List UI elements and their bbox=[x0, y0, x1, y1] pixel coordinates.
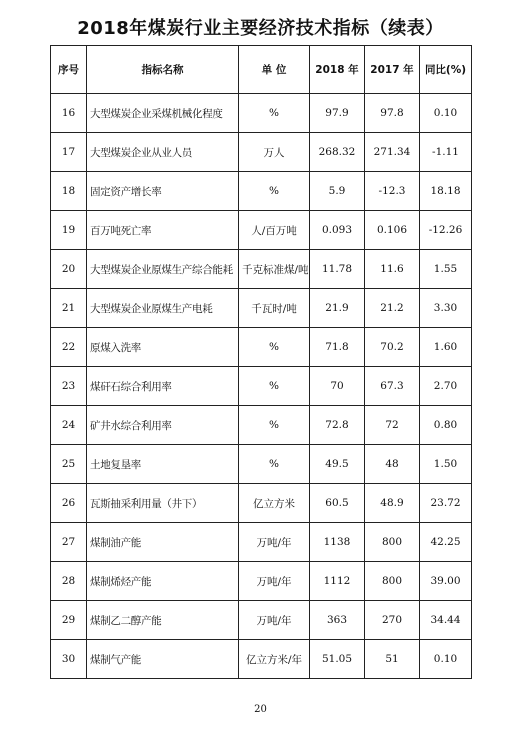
cell-2017: 70.2 bbox=[365, 328, 420, 367]
cell-serial: 19 bbox=[51, 211, 87, 250]
cell-serial: 18 bbox=[51, 172, 87, 211]
cell-serial: 16 bbox=[51, 94, 87, 133]
cell-unit: 亿立方米 bbox=[239, 484, 310, 523]
header-unit: 单 位 bbox=[239, 46, 310, 94]
cell-2017: 11.6 bbox=[365, 250, 420, 289]
table-row bbox=[51, 601, 472, 640]
cell-yoy: 23.72 bbox=[420, 484, 472, 523]
header-yoy: 同比(%) bbox=[420, 46, 472, 94]
cell-2017: 51 bbox=[365, 640, 420, 679]
table-row bbox=[51, 523, 472, 562]
cell-indicator-name: 瓦斯抽采利用量（井下） bbox=[87, 484, 239, 523]
cell-2018: 72.8 bbox=[310, 406, 365, 445]
cell-2018: 60.5 bbox=[310, 484, 365, 523]
cell-unit: % bbox=[239, 94, 310, 133]
header-2018: 2018 年 bbox=[310, 46, 365, 94]
table-row bbox=[51, 484, 472, 523]
cell-yoy: 39.00 bbox=[420, 562, 472, 601]
table-row bbox=[51, 172, 472, 211]
header-indicator-name: 指标名称 bbox=[87, 46, 239, 94]
cell-2018: 71.8 bbox=[310, 328, 365, 367]
cell-indicator-name: 百万吨死亡率 bbox=[87, 211, 239, 250]
cell-unit: 人/百万吨 bbox=[239, 211, 310, 250]
header-serial: 序号 bbox=[51, 46, 87, 94]
table-row bbox=[51, 406, 472, 445]
cell-unit: % bbox=[239, 406, 310, 445]
cell-2018: 21.9 bbox=[310, 289, 365, 328]
cell-unit: % bbox=[239, 172, 310, 211]
cell-yoy: 3.30 bbox=[420, 289, 472, 328]
cell-serial: 23 bbox=[51, 367, 87, 406]
cell-yoy: -12.26 bbox=[420, 211, 472, 250]
table-row bbox=[51, 328, 472, 367]
cell-yoy: 42.25 bbox=[420, 523, 472, 562]
cell-2017: 48 bbox=[365, 445, 420, 484]
table-row bbox=[51, 367, 472, 406]
cell-2018: 70 bbox=[310, 367, 365, 406]
cell-indicator-name: 大型煤炭企业原煤生产综合能耗 bbox=[87, 250, 239, 289]
cell-yoy: 1.50 bbox=[420, 445, 472, 484]
cell-2018: 11.78 bbox=[310, 250, 365, 289]
cell-2017: 800 bbox=[365, 562, 420, 601]
cell-2018: 0.093 bbox=[310, 211, 365, 250]
cell-2017: 48.9 bbox=[365, 484, 420, 523]
cell-serial: 29 bbox=[51, 601, 87, 640]
cell-serial: 27 bbox=[51, 523, 87, 562]
cell-2017: 97.8 bbox=[365, 94, 420, 133]
table-row bbox=[51, 445, 472, 484]
cell-serial: 28 bbox=[51, 562, 87, 601]
cell-2017: 72 bbox=[365, 406, 420, 445]
cell-serial: 30 bbox=[51, 640, 87, 679]
cell-indicator-name: 大型煤炭企业采煤机械化程度 bbox=[87, 94, 239, 133]
table-row bbox=[51, 289, 472, 328]
header-2017: 2017 年 bbox=[365, 46, 420, 94]
cell-2018: 1112 bbox=[310, 562, 365, 601]
cell-unit: % bbox=[239, 328, 310, 367]
cell-indicator-name: 矿井水综合利用率 bbox=[87, 406, 239, 445]
cell-indicator-name: 煤制油产能 bbox=[87, 523, 239, 562]
cell-serial: 26 bbox=[51, 484, 87, 523]
cell-serial: 24 bbox=[51, 406, 87, 445]
table-row bbox=[51, 562, 472, 601]
cell-2017: -12.3 bbox=[365, 172, 420, 211]
cell-yoy: 1.60 bbox=[420, 328, 472, 367]
cell-2018: 268.32 bbox=[310, 133, 365, 172]
cell-yoy: 18.18 bbox=[420, 172, 472, 211]
cell-yoy: -1.11 bbox=[420, 133, 472, 172]
cell-yoy: 34.44 bbox=[420, 601, 472, 640]
cell-2018: 49.5 bbox=[310, 445, 365, 484]
cell-indicator-name: 煤制气产能 bbox=[87, 640, 239, 679]
document-title: 2018年煤炭行业主要经济技术指标（续表） bbox=[77, 18, 444, 39]
cell-2018: 97.9 bbox=[310, 94, 365, 133]
cell-2018: 51.05 bbox=[310, 640, 365, 679]
cell-unit: 千克标准煤/吨 bbox=[239, 250, 310, 289]
cell-unit: 千瓦时/吨 bbox=[239, 289, 310, 328]
cell-unit: 万吨/年 bbox=[239, 601, 310, 640]
cell-2017: 270 bbox=[365, 601, 420, 640]
cell-2017: 0.106 bbox=[365, 211, 420, 250]
cell-2017: 800 bbox=[365, 523, 420, 562]
page-number: 20 bbox=[254, 704, 267, 715]
cell-serial: 17 bbox=[51, 133, 87, 172]
table-row bbox=[51, 133, 472, 172]
cell-yoy: 0.10 bbox=[420, 640, 472, 679]
cell-2018: 5.9 bbox=[310, 172, 365, 211]
cell-unit: 亿立方米/年 bbox=[239, 640, 310, 679]
cell-indicator-name: 大型煤炭企业从业人员 bbox=[87, 133, 239, 172]
cell-yoy: 0.80 bbox=[420, 406, 472, 445]
cell-unit: 万吨/年 bbox=[239, 562, 310, 601]
table-row bbox=[51, 211, 472, 250]
cell-unit: 万吨/年 bbox=[239, 523, 310, 562]
cell-2017: 21.2 bbox=[365, 289, 420, 328]
cell-indicator-name: 原煤入洗率 bbox=[87, 328, 239, 367]
table-header-row bbox=[51, 46, 472, 94]
cell-indicator-name: 土地复垦率 bbox=[87, 445, 239, 484]
table-row bbox=[51, 94, 472, 133]
cell-yoy: 2.70 bbox=[420, 367, 472, 406]
cell-yoy: 1.55 bbox=[420, 250, 472, 289]
cell-2017: 67.3 bbox=[365, 367, 420, 406]
cell-2017: 271.34 bbox=[365, 133, 420, 172]
cell-2018: 1138 bbox=[310, 523, 365, 562]
cell-serial: 20 bbox=[51, 250, 87, 289]
cell-yoy: 0.10 bbox=[420, 94, 472, 133]
cell-serial: 22 bbox=[51, 328, 87, 367]
cell-indicator-name: 大型煤炭企业原煤生产电耗 bbox=[87, 289, 239, 328]
table-row bbox=[51, 640, 472, 679]
cell-unit: 万人 bbox=[239, 133, 310, 172]
cell-indicator-name: 煤制乙二醇产能 bbox=[87, 601, 239, 640]
indicators-table bbox=[50, 45, 472, 679]
table-row bbox=[51, 250, 472, 289]
cell-serial: 21 bbox=[51, 289, 87, 328]
cell-indicator-name: 煤制烯烃产能 bbox=[87, 562, 239, 601]
cell-serial: 25 bbox=[51, 445, 87, 484]
cell-unit: % bbox=[239, 367, 310, 406]
cell-indicator-name: 煤矸石综合利用率 bbox=[87, 367, 239, 406]
cell-2018: 363 bbox=[310, 601, 365, 640]
cell-indicator-name: 固定资产增长率 bbox=[87, 172, 239, 211]
cell-unit: % bbox=[239, 445, 310, 484]
